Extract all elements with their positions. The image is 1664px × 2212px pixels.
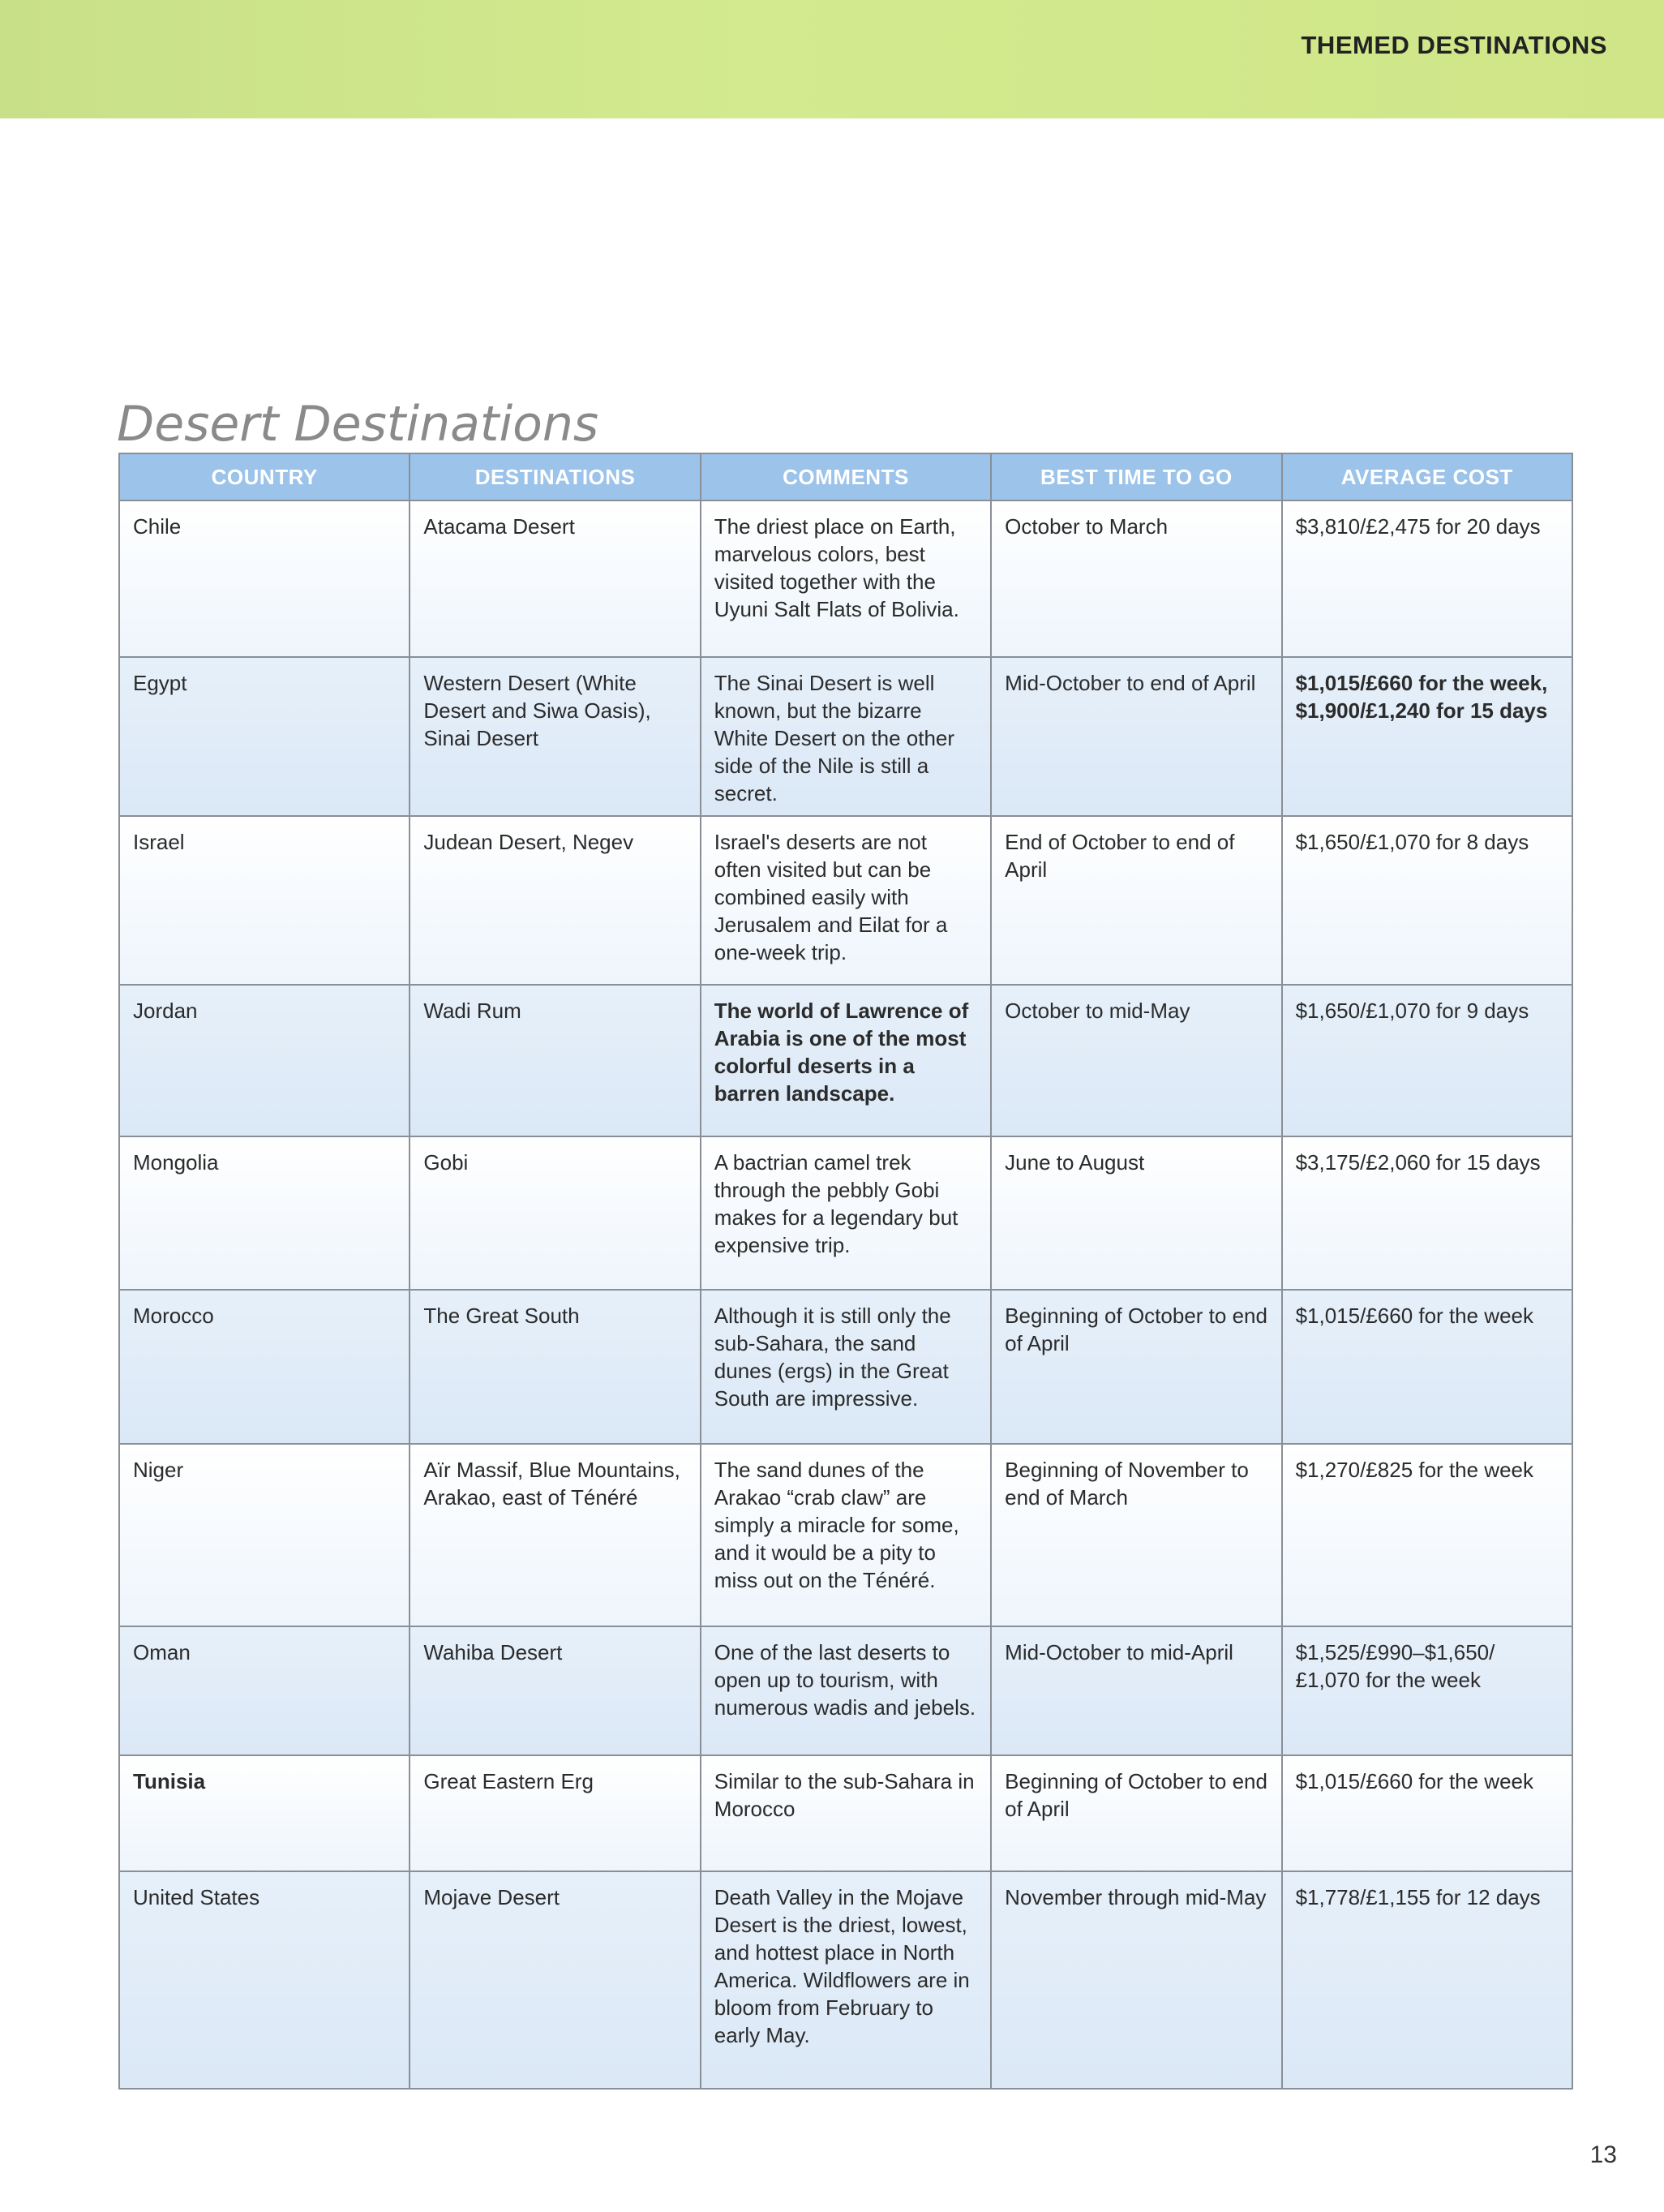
- cell-comments: A bactrian camel trek through the pebbly Gobi makes for a legendary but expensive trip.: [701, 1136, 991, 1290]
- cell-comments: Although it is still only the sub-Sahara, the sand dunes (ergs) in the Great South are impressive.: [701, 1290, 991, 1444]
- cell-destinations: Atacama Desert: [410, 500, 700, 657]
- cell-best-time: Mid-October to end of April: [991, 657, 1281, 816]
- cell-destinations: Mojave Desert: [410, 1871, 700, 2089]
- cell-destinations: Gobi: [410, 1136, 700, 1290]
- table-row: [119, 1136, 1572, 1290]
- cell-average-cost: $1,650/£1,070 for 9 days: [1282, 985, 1572, 1136]
- cell-country: Israel: [119, 816, 410, 985]
- table-row: [119, 1871, 1572, 2089]
- table-row: [119, 1290, 1572, 1444]
- cell-average-cost: $1,525/£990–$1,650/£1,070 for the week: [1282, 1626, 1572, 1755]
- cell-best-time: November through mid-May: [991, 1871, 1281, 2089]
- cell-comments: The Sinai Desert is well known, but the bizarre White Desert on the other side of the Nile is still a secret.: [701, 657, 991, 816]
- cell-comments: The world of Lawrence of Arabia is one of the most colorful deserts in a barren landscape.: [701, 985, 991, 1136]
- cell-comments: Death Valley in the Mojave Desert is the driest, lowest, and hottest place in North America. Wildflowers are in bloom from February to early May.: [701, 1871, 991, 2089]
- cell-average-cost: $1,778/£1,155 for 12 days: [1282, 1871, 1572, 2089]
- column-header-average-cost: AVERAGE COST: [1282, 453, 1572, 500]
- cell-country: United States: [119, 1871, 410, 2089]
- cell-country: Niger: [119, 1444, 410, 1626]
- cell-country: Egypt: [119, 657, 410, 816]
- cell-comments: The sand dunes of the Arakao “crab claw” are simply a miracle for some, and it would be a pity to miss out on the Ténéré.: [701, 1444, 991, 1626]
- cell-country: Jordan: [119, 985, 410, 1136]
- section-label: THEMED DESTINATIONS: [1301, 31, 1607, 59]
- table-header-row: [119, 453, 1572, 500]
- cell-destinations: The Great South: [410, 1290, 700, 1444]
- column-header-destinations: DESTINATIONS: [410, 453, 700, 500]
- cell-average-cost: $1,270/£825 for the week: [1282, 1444, 1572, 1626]
- cell-average-cost: $1,015/£660 for the week: [1282, 1290, 1572, 1444]
- cell-average-cost: $1,015/£660 for the week: [1282, 1755, 1572, 1871]
- cell-best-time: Beginning of October to end of April: [991, 1290, 1281, 1444]
- cell-comments: Israel's deserts are not often visited but can be combined easily with Jerusalem and Eilat for a one-week trip.: [701, 816, 991, 985]
- cell-destinations: Western Desert (White Desert and Siwa Oasis), Sinai Desert: [410, 657, 700, 816]
- cell-average-cost: $1,015/£660 for the week, $1,900/£1,240 for 15 days: [1282, 657, 1572, 816]
- cell-country: Morocco: [119, 1290, 410, 1444]
- cell-best-time: October to mid-May: [991, 985, 1281, 1136]
- cell-country: Oman: [119, 1626, 410, 1755]
- cell-country: Chile: [119, 500, 410, 657]
- table-row: [119, 500, 1572, 657]
- table-row: [119, 816, 1572, 985]
- cell-country: Mongolia: [119, 1136, 410, 1290]
- table-row: [119, 1755, 1572, 1871]
- cell-destinations: Wadi Rum: [410, 985, 700, 1136]
- cell-best-time: October to March: [991, 500, 1281, 657]
- cell-destinations: Judean Desert, Negev: [410, 816, 700, 985]
- cell-best-time: June to August: [991, 1136, 1281, 1290]
- table-row: [119, 1626, 1572, 1755]
- cell-destinations: Aïr Massif, Blue Mountains, Arakao, east of Ténéré: [410, 1444, 700, 1626]
- cell-average-cost: $3,175/£2,060 for 15 days: [1282, 1136, 1572, 1290]
- table-row: [119, 985, 1572, 1136]
- desert-destinations-table: [118, 453, 1573, 2090]
- cell-comments: The driest place on Earth, marvelous colors, best visited together with the Uyuni Salt Flats of Bolivia.: [701, 500, 991, 657]
- page-number: 13: [1589, 2141, 1617, 2168]
- cell-country: Tunisia: [119, 1755, 410, 1871]
- table-row: [119, 1444, 1572, 1626]
- column-header-country: COUNTRY: [119, 453, 410, 500]
- page-title: Desert Destinations: [117, 396, 599, 453]
- cell-destinations: Great Eastern Erg: [410, 1755, 700, 1871]
- cell-average-cost: $3,810/£2,475 for 20 days: [1282, 500, 1572, 657]
- table-row: [119, 657, 1572, 816]
- column-header-comments: COMMENTS: [701, 453, 991, 500]
- cell-best-time: End of October to end of April: [991, 816, 1281, 985]
- cell-comments: One of the last deserts to open up to tourism, with numerous wadis and jebels.: [701, 1626, 991, 1755]
- cell-comments: Similar to the sub-Sahara in Morocco: [701, 1755, 991, 1871]
- column-header-best-time: BEST TIME TO GO: [991, 453, 1281, 500]
- cell-best-time: Beginning of November to end of March: [991, 1444, 1281, 1626]
- cell-best-time: Mid-October to mid-April: [991, 1626, 1281, 1755]
- cell-destinations: Wahiba Desert: [410, 1626, 700, 1755]
- cell-best-time: Beginning of October to end of April: [991, 1755, 1281, 1871]
- cell-average-cost: $1,650/£1,070 for 8 days: [1282, 816, 1572, 985]
